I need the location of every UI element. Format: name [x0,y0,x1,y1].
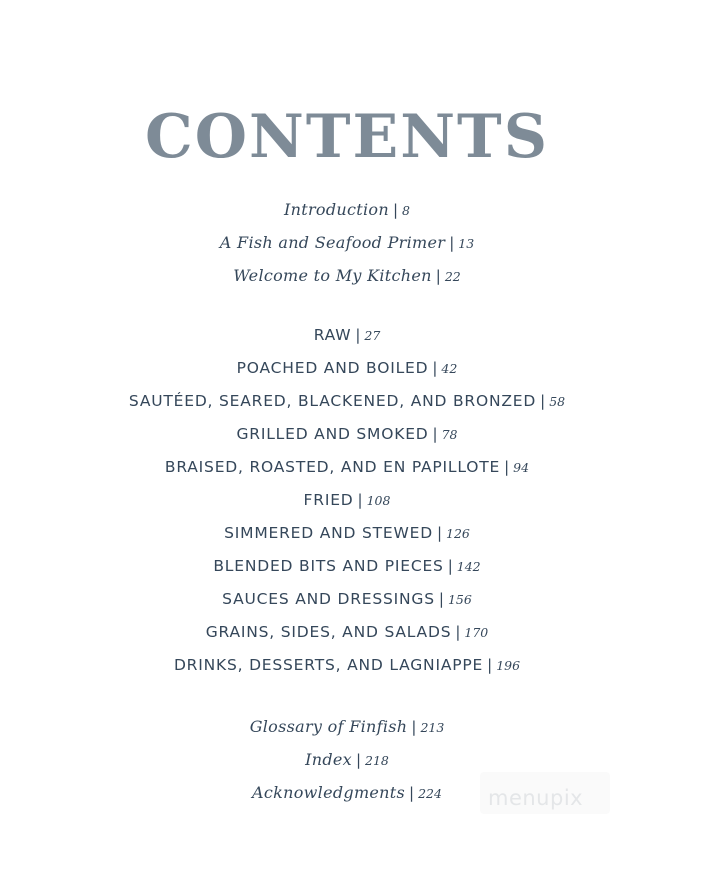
toc-entry [0,319,694,352]
toc-page-number: 58 [549,394,566,409]
toc-separator: | [504,458,510,476]
toc-separator: | [438,590,444,608]
toc-entry-title: GRILLED AND SMOKED [236,425,429,443]
toc-page-number: 78 [441,427,458,442]
toc-entry-title: Acknowledgments [252,783,406,802]
toc-separator: | [392,201,399,219]
toc-entry-title: BLENDED BITS AND PIECES [213,557,444,575]
toc-separator: | [409,784,415,802]
toc-page-number: 156 [447,592,472,607]
toc-separator: | [447,557,453,575]
toc-entry [0,484,694,517]
watermark-logo: menupix [488,786,584,810]
toc-page-number: 213 [420,720,445,735]
chapters-list [0,319,694,682]
toc-entry [0,259,694,292]
front-matter-list [0,193,694,292]
toc-entry-title: A Fish and Seafood Primer [219,233,446,252]
toc-entry [0,517,694,550]
toc-separator: | [540,392,546,410]
toc-entry [0,649,694,682]
toc-page-number: 170 [464,625,489,640]
toc-entry [0,451,694,484]
toc-entry-title: SIMMERED AND STEWED [224,524,433,542]
toc-page-number: 42 [441,361,458,376]
toc-entry [0,616,694,649]
toc-entry-title: DRINKS, DESSERTS, AND LAGNIAPPE [173,656,484,674]
toc-page-number: 218 [365,753,389,768]
toc-entry [0,550,694,583]
toc-separator: | [487,656,493,674]
toc-entry-title: POACHED AND BOILED [236,359,429,377]
toc-entry [0,710,694,743]
toc-entry [0,385,694,418]
toc-separator: | [432,425,438,443]
toc-entry-title: Introduction [284,200,389,219]
toc-entry-title: GRAINS, SIDES, AND SALADS [205,623,452,641]
toc-entry-title: SAUTÉED, SEARED, BLACKENED, AND BRONZED [128,392,537,410]
toc-page-number: 27 [364,328,381,343]
toc-entry [0,193,694,226]
toc-entry-title: FRIED [303,491,354,509]
toc-page-number: 142 [456,559,481,574]
toc-entry [0,583,694,616]
page-title: CONTENTS [144,102,550,173]
toc-page-number: 22 [444,269,461,284]
toc-separator: | [432,359,438,377]
toc-separator: | [435,267,441,285]
toc-page-number: 224 [418,786,442,801]
toc-separator: | [449,234,455,252]
toc-entry [0,352,694,385]
toc-separator: | [436,524,442,542]
toc-entry-title: RAW [313,326,352,344]
toc-entry-title: Welcome to My Kitchen [233,266,432,285]
toc-entry [0,418,694,451]
toc-page-number: 196 [496,658,521,673]
toc-entry [0,226,694,259]
toc-entry-title: Glossary of Finfish [249,717,408,736]
toc-page-number: 94 [513,460,530,475]
toc-separator: | [355,326,361,344]
toc-page-number: 108 [366,493,391,508]
toc-page-number: 126 [446,526,470,541]
toc-separator: | [411,718,417,736]
toc-entry-title: SAUCES AND DRESSINGS [222,590,435,608]
toc-page-number: 8 [402,203,410,218]
toc-page-number: 13 [458,236,475,251]
toc-entry-title: Index [305,750,352,769]
toc-separator: | [455,623,461,641]
toc-separator: | [355,751,362,769]
toc-separator: | [357,491,363,509]
toc-entry-title: BRAISED, ROASTED, AND EN PAPILLOTE [164,458,501,476]
